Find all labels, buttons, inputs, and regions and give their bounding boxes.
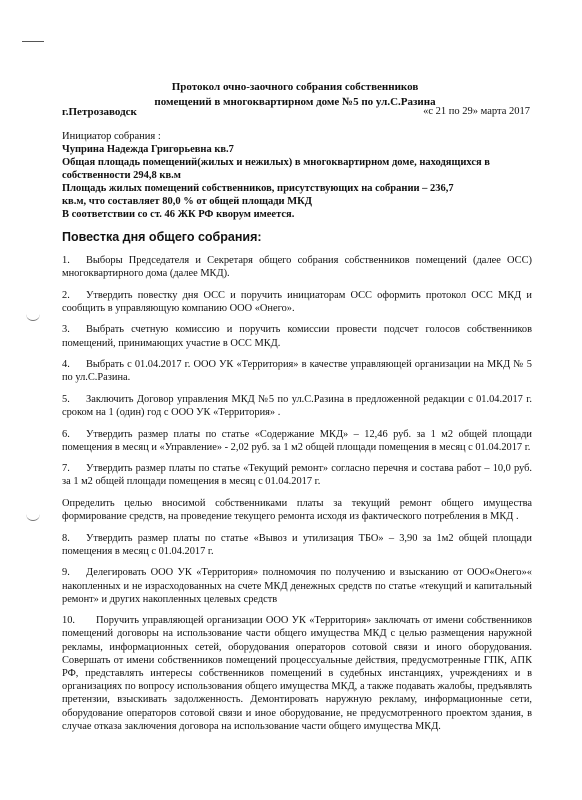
title-line-2: помещений в многоквартирном доме №5 по ул.С.Разина (154, 96, 436, 108)
agenda-item: 6. Утвердить размер платы по статье «Содержание МКД» – 12,46 руб. за 1 м2 общей площади помещения в месяц и «Управление» - 2,02 руб. за 1 м2 общей площади помещения в месяц с 01.04.2017 г. (62, 428, 532, 453)
agenda-item: 5. Заключить Договор управления МКД №5 по ул.С.Разина в предложенной редакции с 01.04.2017 г. сроком на 1 (один) год с ООО УК «Территория» . (62, 393, 532, 419)
punch-hole-mark (26, 314, 40, 321)
agenda-list (62, 254, 532, 741)
present-area-line-1: Площадь жилых помещений собственников, присутствующих на собрании – 236,7 (62, 183, 454, 194)
agenda-title: Повестка дня общего собрания: (62, 230, 262, 244)
agenda-item: 8. Утвердить размер платы по статье «Вывоз и утилизация ТБО» – 3,90 за 1м2 общей площади помещения в месяц с 01.04.2017 г. (62, 532, 532, 557)
total-area-line-1: Общая площадь помещений(жилых и нежилых) в многоквартирном доме, находящихся в (62, 157, 490, 168)
agenda-item: 3. Выбрать счетную комиссию и поручить комиссии провести подсчет голосов собственников помещений, принимающих участие в ОСС МКД. (62, 324, 532, 349)
agenda-item: 2. Утвердить повестку дня ОСС и поручить инициаторам ОСС оформить протокол ОСС МКД и сообщить в управляющую компанию ООО «Онего». (62, 289, 532, 314)
punch-hole-mark (26, 514, 40, 521)
city: г.Петрозаводск (62, 106, 137, 118)
agenda-item: 1. Выборы Председателя и Секретаря общего собрания собственников помещений (далее ОСС) многоквартирного дома (далее МКД). (62, 255, 532, 280)
scan-mark (22, 41, 44, 42)
initiator-name: Чуприна Надежда Григорьевна кв.7 (62, 144, 234, 155)
repair-fee-note: Определить целью вносимой собственниками платы за текущий ремонт общего имущества формирование средств, на проведение текущего ремонта исходя из фактического потребления в МКД . (62, 497, 532, 523)
present-area-line-2: кв.м, что составляет 80,0 % от общей площади МКД (62, 196, 312, 207)
total-area-line-2: собственности 294,8 кв.м (62, 170, 181, 181)
quorum-line: В соответствии со ст. 46 ЖК РФ кворум имеется. (62, 209, 295, 220)
agenda-item: 9. Делегировать ООО УК «Территория» полномочия по получению и взысканию от ООО«Онего»« накопленных и не израсходованных на счете МКД денежных средств по статье «текущий и капитальный ремонт» и других накопленных целевых средств (62, 567, 532, 605)
intro-block (62, 130, 532, 221)
title-line-1: Протокол очно-заочного собрания собственников (171, 81, 419, 93)
initiator-label: Инициатор собрания : (62, 131, 161, 142)
meeting-date: «с 21 по 29» марта 2017 (423, 106, 530, 117)
agenda-item: 4. Выбрать с 01.04.2017 г. ООО УК «Территория» в качестве управляющей организации на МКД № 5 по ул.С.Разина. (62, 359, 532, 384)
agenda-item: 7. Утвердить размер платы по статье «Текущий ремонт» согласно перечня и состава работ – 10,0 руб. за 1 м2 общей площади помещения в месяц с 01.04.2017 г. (62, 463, 532, 488)
agenda-item: 10. Поручить управляющей организации ООО УК «Территория» заключать от имени собственников помещений договоры на использование части общего имущества МКД с целью размещения наружной рекламы, информационных сетей, оборудования операторов сотовой связи и иного оборудования. Совершать от имени собственников помещений процессуальные действия, предусмотренные ГПК, АПК РФ, представлять интересы собственников помещений в судебных инстанциях, учреждениях и в организациях по вопросу использования общего имущества МКД, а также подавать жалобы, предъявлять претензии, взыскивать задолженность. Демонтировать наружную рекламу, информационные сети, оборудование операторов сотовой связи и иное оборудование, не предусмотренного проектом здания, в случае отказа заключения договора на использование части общего имущества МКД. (62, 615, 532, 732)
